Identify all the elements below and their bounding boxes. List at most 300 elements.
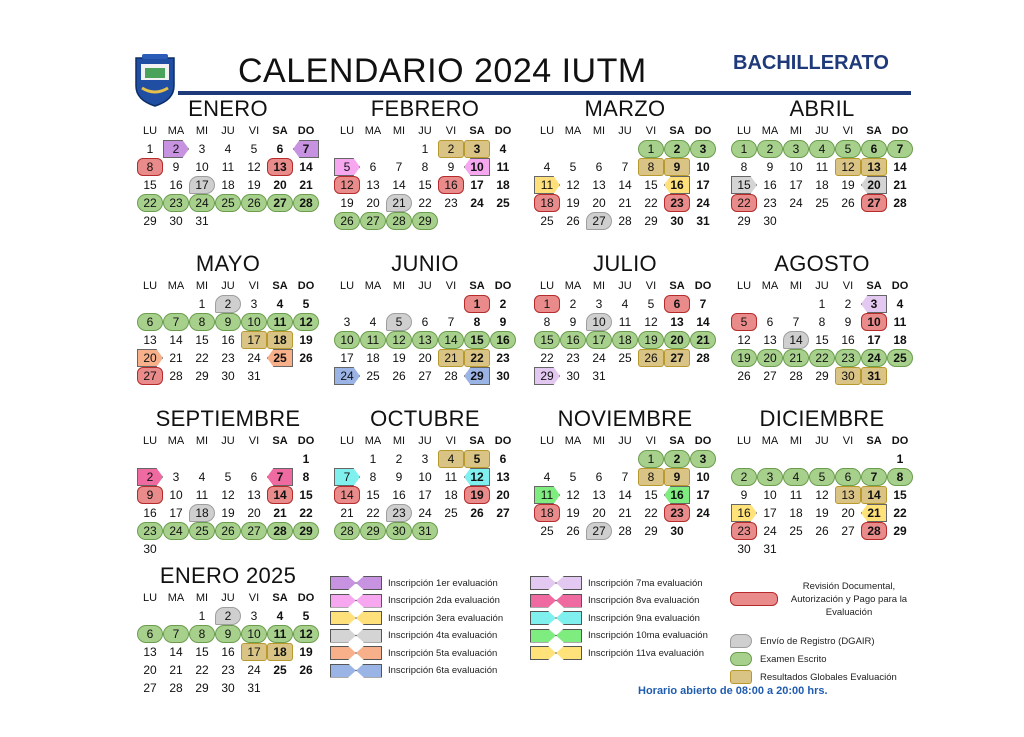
day-cell — [887, 522, 913, 540]
day-number: 19 — [470, 488, 484, 502]
day-cell — [163, 176, 189, 194]
month-noviembre — [534, 405, 716, 540]
empty-cell — [835, 450, 861, 468]
weekday-header: SA — [866, 125, 882, 137]
day-cell — [412, 486, 438, 504]
day-number: 16 — [670, 488, 684, 502]
day-cell — [189, 486, 215, 504]
day-cell — [215, 194, 241, 212]
day-cell — [412, 522, 438, 540]
weekday-header: JU — [618, 125, 632, 137]
month-days — [731, 433, 913, 558]
weekday-header: JU — [815, 125, 829, 137]
day-cell — [189, 158, 215, 176]
day-cell — [586, 176, 612, 194]
day-cell — [731, 212, 757, 230]
empty-cell — [360, 295, 386, 313]
day-cell — [664, 194, 690, 212]
day-cell — [464, 176, 490, 194]
day-cell — [612, 313, 638, 331]
day-cell — [464, 468, 490, 486]
legend-label: Envío de Registro (DGAIR) — [760, 635, 875, 647]
day-cell — [137, 331, 163, 349]
day-number: 10 — [247, 315, 261, 329]
day-cell — [438, 349, 464, 367]
legend-swatch — [730, 652, 752, 666]
day-cell — [861, 194, 887, 212]
day-cell — [490, 349, 516, 367]
day-cell — [586, 349, 612, 367]
day-number: 14 — [893, 160, 907, 174]
day-cell — [690, 176, 716, 194]
day-cell — [241, 661, 267, 679]
day-number: 27 — [592, 524, 606, 538]
day-number: 17 — [340, 351, 354, 365]
day-cell — [664, 140, 690, 158]
day-number: 25 — [496, 196, 510, 210]
day-cell — [861, 331, 887, 349]
day-cell — [731, 504, 757, 522]
day-number: 30 — [670, 524, 684, 538]
day-cell — [215, 661, 241, 679]
day-cell — [560, 212, 586, 230]
day-number: 2 — [224, 297, 232, 311]
day-cell — [163, 679, 189, 697]
weekday-header: LU — [339, 280, 355, 292]
day-cell — [731, 540, 757, 558]
day-cell — [241, 176, 267, 194]
weekday-header: MI — [592, 435, 606, 447]
day-number: 27 — [273, 196, 287, 210]
day-number: 24 — [247, 351, 261, 365]
day-cell — [163, 504, 189, 522]
day-cell — [334, 331, 360, 349]
day-cell — [386, 349, 412, 367]
day-number: 13 — [247, 488, 261, 502]
day-number: 28 — [392, 214, 406, 228]
day-number: 22 — [299, 506, 313, 520]
day-number: 19 — [221, 506, 235, 520]
month-days — [137, 433, 319, 558]
day-number: 26 — [221, 524, 235, 538]
day-cell — [560, 367, 586, 385]
month-name: OCTUBRE — [370, 406, 480, 431]
day-cell — [861, 349, 887, 367]
day-number: 5 — [473, 452, 481, 466]
day-cell — [887, 313, 913, 331]
empty-cell — [534, 140, 560, 158]
day-cell — [267, 313, 293, 331]
day-number: 15 — [195, 645, 209, 659]
empty-cell — [586, 140, 612, 158]
day-number: 30 — [143, 542, 157, 556]
day-number: 1 — [302, 452, 310, 466]
day-number: 29 — [737, 214, 751, 228]
weekday-header: MI — [195, 435, 209, 447]
weekday-header: MI — [789, 435, 803, 447]
weekday-header: MI — [195, 125, 209, 137]
day-number: 18 — [893, 333, 907, 347]
empty-cell — [386, 295, 412, 313]
day-cell — [360, 504, 386, 522]
legend-item — [530, 610, 700, 626]
day-cell — [334, 158, 360, 176]
day-number: 26 — [815, 524, 829, 538]
day-cell — [731, 486, 757, 504]
day-number: 6 — [673, 297, 681, 311]
day-cell — [464, 486, 490, 504]
day-cell — [293, 158, 319, 176]
day-number: 26 — [737, 369, 751, 383]
day-cell — [412, 349, 438, 367]
day-cell — [137, 661, 163, 679]
day-cell — [163, 522, 189, 540]
day-cell — [293, 140, 319, 158]
weekday-header: DO — [891, 280, 909, 292]
weekday-header: DO — [494, 125, 512, 137]
day-cell — [690, 486, 716, 504]
day-number: 30 — [496, 369, 510, 383]
weekday-header: JU — [418, 435, 432, 447]
weekday-header: MI — [392, 435, 406, 447]
day-number: 22 — [470, 351, 484, 365]
day-number: 24 — [169, 524, 183, 538]
weekday-header: SA — [866, 280, 882, 292]
weekday-header: SA — [272, 592, 288, 604]
day-number: 24 — [195, 196, 209, 210]
day-number: 18 — [444, 488, 458, 502]
day-number: 9 — [395, 470, 403, 484]
day-cell — [267, 295, 293, 313]
day-number: 3 — [473, 142, 481, 156]
day-number: 29 — [644, 524, 658, 538]
day-cell — [360, 349, 386, 367]
day-number: 2 — [673, 452, 681, 466]
day-cell — [163, 643, 189, 661]
legend-swatch — [730, 670, 752, 684]
day-cell — [638, 468, 664, 486]
day-number: 11 — [366, 333, 380, 347]
day-cell — [690, 331, 716, 349]
day-number: 17 — [195, 178, 209, 192]
day-cell — [412, 194, 438, 212]
day-number: 25 — [221, 196, 235, 210]
day-number: 31 — [696, 214, 710, 228]
empty-cell — [267, 450, 293, 468]
day-number: 28 — [299, 196, 313, 210]
day-cell — [189, 349, 215, 367]
weekday-header: VI — [248, 125, 260, 137]
day-number: 27 — [592, 214, 606, 228]
day-cell — [490, 367, 516, 385]
day-number: 10 — [418, 470, 432, 484]
day-cell — [163, 367, 189, 385]
day-number: 21 — [618, 196, 632, 210]
day-cell — [386, 486, 412, 504]
empty-cell — [783, 295, 809, 313]
weekday-header: MA — [761, 125, 779, 137]
month-days — [334, 123, 516, 230]
day-number: 18 — [540, 196, 554, 210]
day-cell — [835, 295, 861, 313]
day-cell — [887, 504, 913, 522]
day-cell — [241, 679, 267, 697]
day-cell — [241, 486, 267, 504]
day-number: 14 — [789, 333, 803, 347]
day-number: 22 — [195, 663, 209, 677]
day-number: 26 — [644, 351, 658, 365]
day-number: 9 — [447, 160, 455, 174]
day-cell — [163, 158, 189, 176]
legend-label: Inscripción 6ta evaluación — [388, 665, 498, 676]
legend-label: Inscripción 9na evaluación — [588, 612, 700, 624]
empty-cell — [360, 140, 386, 158]
day-cell — [783, 194, 809, 212]
day-number: 7 — [276, 470, 284, 484]
day-number: 17 — [696, 488, 710, 502]
weekday-header: SA — [669, 280, 685, 292]
day-number: 31 — [195, 214, 209, 228]
day-cell — [612, 176, 638, 194]
day-cell — [189, 176, 215, 194]
day-cell — [438, 331, 464, 349]
day-number: 24 — [789, 196, 803, 210]
day-number: 5 — [647, 297, 655, 311]
day-number: 26 — [299, 351, 313, 365]
legend-swatch — [730, 634, 752, 648]
day-number: 23 — [444, 196, 458, 210]
day-number: 25 — [540, 524, 554, 538]
day-cell — [163, 313, 189, 331]
day-cell — [586, 486, 612, 504]
weekday-header: LU — [539, 280, 555, 292]
day-cell — [334, 468, 360, 486]
day-number: 23 — [670, 196, 684, 210]
day-number: 22 — [143, 196, 157, 210]
day-cell — [887, 450, 913, 468]
day-cell — [360, 212, 386, 230]
legend-label: Examen Escrito — [760, 653, 827, 665]
day-number: 25 — [366, 369, 380, 383]
day-cell — [690, 504, 716, 522]
day-cell — [534, 176, 560, 194]
day-number: 1 — [421, 142, 429, 156]
day-number: 17 — [418, 488, 432, 502]
day-number: 17 — [247, 645, 261, 659]
day-cell — [464, 313, 490, 331]
day-number: 22 — [195, 351, 209, 365]
day-cell — [638, 313, 664, 331]
day-cell — [215, 349, 241, 367]
day-number: 19 — [841, 178, 855, 192]
day-cell — [464, 140, 490, 158]
day-cell — [293, 486, 319, 504]
day-cell — [887, 158, 913, 176]
day-cell — [664, 486, 690, 504]
day-number: 23 — [143, 524, 157, 538]
day-number: 12 — [737, 333, 751, 347]
day-cell — [438, 367, 464, 385]
day-cell — [757, 212, 783, 230]
day-cell — [586, 194, 612, 212]
day-cell — [334, 194, 360, 212]
day-number: 5 — [818, 470, 826, 484]
day-number: 14 — [169, 333, 183, 347]
day-cell — [241, 468, 267, 486]
day-cell — [861, 158, 887, 176]
day-number: 4 — [792, 470, 800, 484]
day-number: 6 — [369, 160, 377, 174]
weekday-header: MA — [364, 280, 382, 292]
day-cell — [690, 212, 716, 230]
day-number: 3 — [595, 297, 603, 311]
day-number: 10 — [195, 160, 209, 174]
day-cell — [861, 367, 887, 385]
legend-item-examen — [730, 651, 827, 667]
day-number: 20 — [841, 506, 855, 520]
day-number: 7 — [395, 160, 403, 174]
weekday-header: DO — [694, 125, 712, 137]
day-cell — [809, 295, 835, 313]
month-days — [137, 590, 319, 697]
day-number: 12 — [392, 333, 406, 347]
day-number: 4 — [499, 142, 507, 156]
day-number: 19 — [299, 333, 313, 347]
day-cell — [438, 176, 464, 194]
day-cell — [137, 194, 163, 212]
day-cell — [783, 331, 809, 349]
weekday-header: MI — [392, 280, 406, 292]
day-cell — [412, 140, 438, 158]
day-number: 2 — [673, 142, 681, 156]
day-cell — [189, 194, 215, 212]
day-cell — [267, 176, 293, 194]
weekday-header: SA — [469, 280, 485, 292]
day-cell — [809, 367, 835, 385]
day-number: 9 — [766, 160, 774, 174]
month-name: SEPTIEMBRE — [155, 406, 301, 431]
day-number: 26 — [566, 214, 580, 228]
day-cell — [534, 349, 560, 367]
day-number: 13 — [143, 333, 157, 347]
day-cell — [560, 295, 586, 313]
weekday-header: VI — [248, 280, 260, 292]
day-number: 28 — [444, 369, 458, 383]
day-number: 1 — [369, 452, 377, 466]
month-enero-2025 — [137, 562, 319, 697]
day-number: 6 — [595, 470, 603, 484]
day-cell — [334, 313, 360, 331]
month-name: ABRIL — [789, 96, 855, 121]
day-cell — [464, 504, 490, 522]
day-cell — [412, 313, 438, 331]
day-cell — [189, 643, 215, 661]
day-number: 4 — [818, 142, 826, 156]
day-cell — [464, 295, 490, 313]
day-cell — [809, 522, 835, 540]
day-number: 4 — [224, 142, 232, 156]
legend-item-envio — [730, 633, 875, 649]
legend-item — [330, 593, 500, 609]
day-number: 9 — [673, 160, 681, 174]
month-name: ENERO 2025 — [159, 563, 297, 588]
day-cell — [586, 468, 612, 486]
day-number: 25 — [893, 351, 907, 365]
day-number: 6 — [146, 627, 154, 641]
day-number: 15 — [644, 488, 658, 502]
day-cell — [360, 158, 386, 176]
day-number: 29 — [815, 369, 829, 383]
weekday-header: MI — [592, 280, 606, 292]
day-cell — [757, 140, 783, 158]
day-number: 30 — [221, 369, 235, 383]
day-number: 23 — [496, 351, 510, 365]
day-number: 12 — [299, 627, 313, 641]
day-number: 17 — [592, 333, 606, 347]
day-number: 3 — [172, 470, 180, 484]
day-cell — [612, 331, 638, 349]
month-name: MARZO — [584, 96, 666, 121]
day-cell — [215, 679, 241, 697]
day-cell — [334, 176, 360, 194]
weekday-header: SA — [469, 435, 485, 447]
day-cell — [560, 331, 586, 349]
day-cell — [215, 140, 241, 158]
day-cell — [757, 486, 783, 504]
day-number: 7 — [621, 160, 629, 174]
day-cell — [464, 331, 490, 349]
day-cell — [490, 158, 516, 176]
day-number: 23 — [841, 351, 855, 365]
legend-label: Inscripción 10ma evaluación — [588, 630, 708, 641]
day-number: 13 — [496, 470, 510, 484]
day-cell — [293, 643, 319, 661]
day-cell — [887, 194, 913, 212]
day-cell — [215, 468, 241, 486]
day-cell — [189, 295, 215, 313]
day-number: 8 — [647, 470, 655, 484]
day-number: 1 — [647, 142, 655, 156]
day-number: 24 — [247, 663, 261, 677]
day-cell — [267, 331, 293, 349]
day-number: 5 — [343, 160, 351, 174]
day-number: 24 — [696, 196, 710, 210]
day-number: 16 — [841, 333, 855, 347]
day-cell — [215, 486, 241, 504]
day-number: 5 — [569, 160, 577, 174]
day-number: 31 — [867, 369, 881, 383]
day-number: 11 — [893, 315, 907, 329]
day-cell — [267, 522, 293, 540]
day-number: 6 — [250, 470, 258, 484]
day-number: 26 — [841, 196, 855, 210]
day-number: 5 — [224, 470, 232, 484]
day-cell — [835, 140, 861, 158]
day-cell — [731, 158, 757, 176]
day-number: 19 — [340, 196, 354, 210]
empty-cell — [163, 295, 189, 313]
day-cell — [412, 158, 438, 176]
day-cell — [690, 468, 716, 486]
day-number: 29 — [143, 214, 157, 228]
legend-item — [530, 628, 708, 644]
day-cell — [163, 349, 189, 367]
day-cell — [861, 522, 887, 540]
day-number: 21 — [618, 506, 632, 520]
weekday-header: VI — [445, 125, 457, 137]
day-number: 16 — [444, 178, 458, 192]
day-cell — [731, 140, 757, 158]
